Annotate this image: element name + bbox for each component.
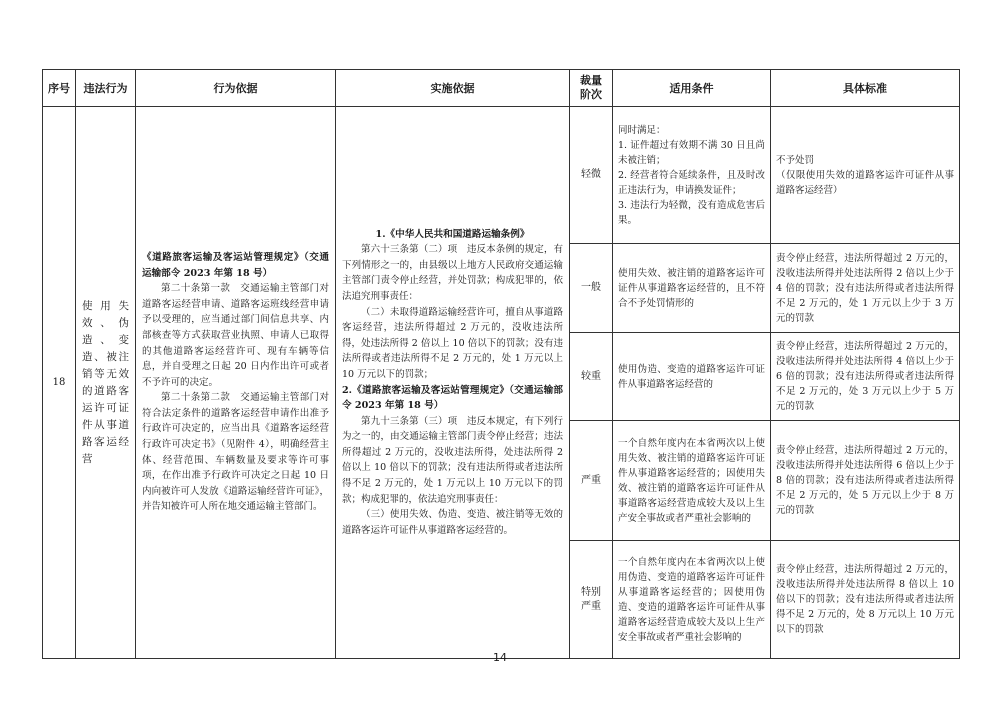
level-cell: 一般 (570, 244, 613, 333)
impl-basis-cell (336, 107, 570, 659)
condition-cell: 一个自然年度内在本省两次以上使用伪造、变造的道路客运许可证件从事道路客运经营的；因使用伪造、变造的道路客运许可证件从事道路客运经营造成较大及以上生产安全事故或者严重社会影响的 (613, 541, 771, 659)
act-basis-paragraph: 第二十条第二款 交通运输主管部门对符合法定条件的道路客运经营申请作出准予行政许可决定的，应当出具《道路客运经营行政许可决定书》（见附件 4），明确经营主体、经营范围、车辆数量及要求等许可事项，在作出准予行政许可决定之日起 10 日内向被许可人发放《道路运输经营许可证》，并告知被许可人所在地交通运输主管部门。 (142, 392, 329, 513)
level-cell: 特别严重 (570, 541, 613, 659)
header-seq: 序号 (43, 70, 76, 107)
standard-cell: 不予处罚 （仅限使用失效的道路客运许可证件从事道路客运经营） (771, 107, 960, 244)
impl-basis-title: 2.《道路旅客运输及客运站管理规定》（交通运输部令 2023 年第 18 号） (342, 384, 563, 412)
level-cell: 严重 (570, 421, 613, 541)
table-row (43, 107, 960, 244)
standard-cell: 责令停止经营，违法所得超过 2 万元的，没收违法所得并处违法所得 8 倍以上 10 倍以下的罚款；没有违法所得或者违法所得不足 2 万元的，处 8 万元以上 10 万元以下的罚款 (771, 541, 960, 659)
act-basis-paragraph: 第二十条第一款 交通运输主管部门对道路客运经营申请、道路客运班线经营申请予以受理的，应当通过部门间信息共享、内部核查等方式获取营业执照、申请人已取得的其他道路客运经营许可、现有车辆等信息，并自受理之日起 20 日内作出许可或者不予许可的决定。 (142, 283, 329, 388)
impl-basis-paragraph: 第九十三条第（三）项 违反本规定，有下列行为之一的，由交通运输主管部门责令停止经营；违法所得超过 2 万元的，没收违法所得，处违法所得 2 倍以上 10 倍以下的罚款；没有违法所得或者违法所得不足 2 万元的，处 1 万元以上 10 万元以下的罚款；构成犯罪的，依法追究刑事责任： (342, 415, 563, 505)
header-level: 裁量阶次 (570, 70, 613, 107)
violation-cell: 使用失效、伪造、变造、被注销等无效的道路客运许可证件从事道路客运经营 (76, 107, 136, 659)
impl-basis-title: 1.《中华人民共和国道路运输条例》 (375, 228, 530, 240)
page-number: 14 (493, 651, 507, 664)
condition-cell: 一个自然年度内在本省两次以上使用失效、被注销的道路客运许可证件从事道路客运经营的；因使用失效、被注销的道路客运许可证件从事道路客运经营造成较大及以上生产安全事故或者严重社会影响的 (613, 421, 771, 541)
discretion-table (42, 69, 960, 659)
standard-cell: 责令停止经营，违法所得超过 2 万元的，没收违法所得并处违法所得 6 倍以上少于 8 倍的罚款；没有违法所得或者违法所得不足 2 万元的，处 5 万元以上少于 8 万元的罚款 (771, 421, 960, 541)
level-cell: 轻微 (570, 107, 613, 244)
impl-basis-paragraph: 第六十三条第（二）项 违反本条例的规定，有下列情形之一的，由县级以上地方人民政府交通运输主管部门责令停止经营，并处罚款；构成犯罪的，依法追究刑事责任： (342, 244, 563, 302)
standard-cell: 责令停止经营，违法所得超过 2 万元的，没收违法所得并处违法所得 2 倍以上少于 4 倍的罚款；没有违法所得或者违法所得不足 2 万元的，处 1 万元以上少于 3 万元的罚款 (771, 244, 960, 333)
header-impl-basis: 实施依据 (336, 70, 570, 107)
standard-cell: 责令停止经营，违法所得超过 2 万元的，没收违法所得并处违法所得 4 倍以上少于 6 倍的罚款；没有违法所得或者违法所得不足 2 万元的，处 3 万元以上少于 5 万元的罚款 (771, 333, 960, 421)
impl-basis-paragraph: （三）使用失效、伪造、变造、被注销等无效的道路客运许可证件从事道路客运经营的。 (342, 509, 563, 536)
header-standard: 具体标准 (771, 70, 960, 107)
condition-cell: 使用伪造、变造的道路客运许可证件从事道路客运经营的 (613, 333, 771, 421)
seq-cell: 18 (43, 107, 76, 659)
header-condition: 适用条件 (613, 70, 771, 107)
act-basis-cell (136, 107, 336, 659)
act-basis-title: 《道路旅客运输及客运站管理规定》（交通运输部令 2023 年第 18 号） (142, 251, 329, 279)
level-cell: 较重 (570, 333, 613, 421)
table-header-row (43, 70, 960, 107)
condition-cell: 使用失效、被注销的道路客运许可证件从事道路客运经营的，且不符合不予处罚情形的 (613, 244, 771, 333)
impl-basis-paragraph: （二）未取得道路运输经营许可，擅自从事道路客运经营，违法所得超过 2 万元的，没收违法所得，处违法所得 2 倍以上 10 倍以下的罚款；没有违法所得或者违法所得不足 2 万元的，处 1 万元以上 10 万元以下的罚款； (342, 306, 563, 380)
header-violation: 违法行为 (76, 70, 136, 107)
condition-cell: 同时满足： 1. 证件超过有效期不满 30 日且尚未被注销； 2. 经营者符合延续条件，且及时改正违法行为，申请换发证件； 3. 违法行为轻微，没有造成危害后果。 (613, 107, 771, 244)
header-act-basis: 行为依据 (136, 70, 336, 107)
